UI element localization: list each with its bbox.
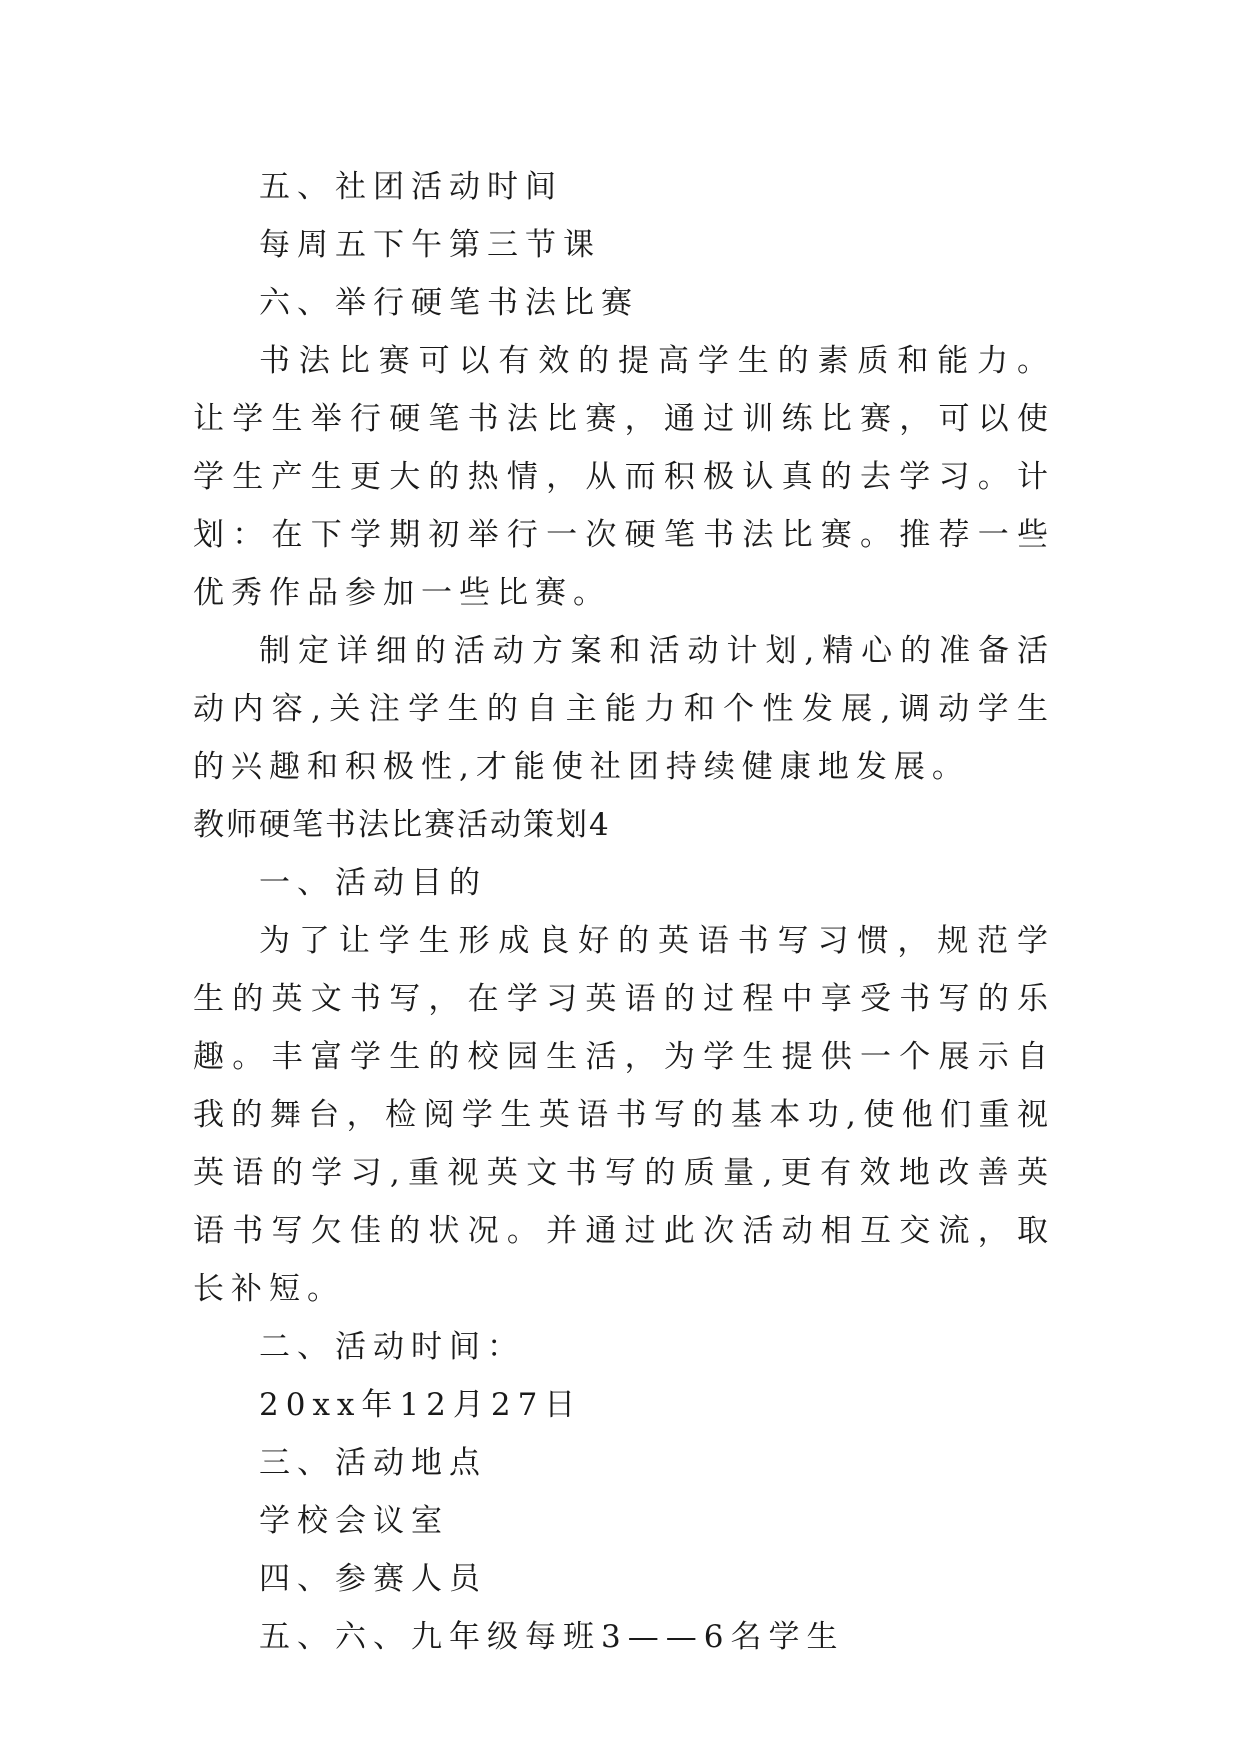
part-2-date: 20xx年12月27日: [259, 1387, 583, 1423]
document-body: [193, 158, 1055, 1666]
part-4-heading: 四、参赛人员: [259, 1561, 487, 1597]
section-5-heading: 五、社团活动时间: [259, 169, 563, 205]
part-3-location: 学校会议室: [259, 1503, 449, 1539]
part-1-heading: 一、活动目的: [259, 865, 487, 901]
part-2-heading: 二、活动时间：: [259, 1329, 525, 1365]
part-4-participants: 五、六、九年级每班3——6名学生: [259, 1619, 845, 1655]
section-5-body: 每周五下午第三节课: [259, 227, 601, 263]
section-6-paragraph-2: 制定详细的活动方案和活动计划,精心的准备活动内容,关注学生的自主能力和个性发展,调动学生的兴趣和积极性,才能使社团持续健康地发展。: [193, 633, 1055, 785]
part-3-heading: 三、活动地点: [259, 1445, 487, 1481]
section-6-paragraph-1: 书法比赛可以有效的提高学生的素质和能力。让学生举行硬笔书法比赛，通过训练比赛，可以使学生产生更大的热情，从而积极认真的去学习。计划：在下学期初举行一次硬笔书法比赛。推荐一些优秀作品参加一些比赛。: [193, 343, 1055, 611]
part-1-paragraph: 为了让学生形成良好的英语书写习惯，规范学生的英文书写，在学习英语的过程中享受书写的乐趣。丰富学生的校园生活，为学生提供一个展示自我的舞台，检阅学生英语书写的基本功,使他们重视英语的学习,重视英文书写的质量,更有效地改善英语书写欠佳的状况。并通过此次活动相互交流，取长补短。: [193, 923, 1055, 1307]
document-title: 教师硬笔书法比赛活动策划4: [193, 807, 611, 843]
section-6-heading: 六、举行硬笔书法比赛: [259, 285, 639, 321]
